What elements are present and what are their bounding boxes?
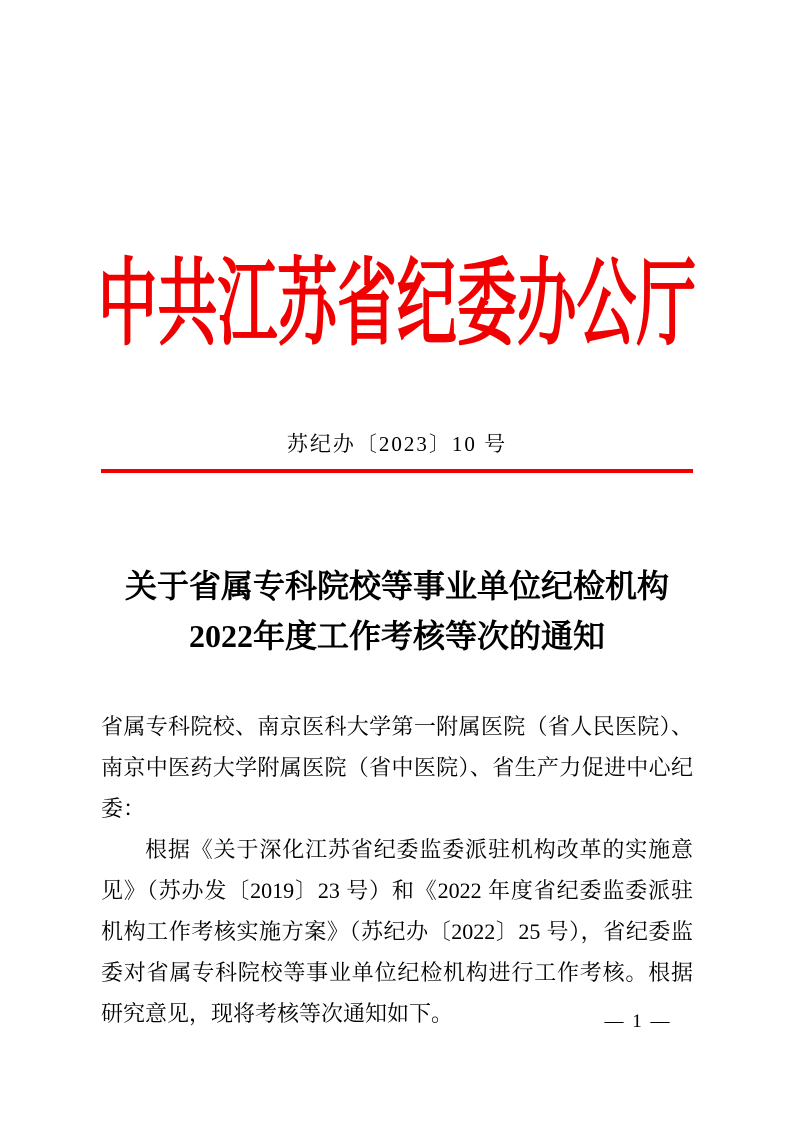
- red-separator-rule: [101, 469, 693, 473]
- document-title: [0, 561, 794, 661]
- salutation-paragraph: 省属专科院校、南京医科大学第一附属医院（省人民医院）、南京中医药大学附属医院（省中医院）、省生产力促进中心纪委：: [101, 714, 693, 821]
- issuer-masthead: 中共江苏省纪委办公厅: [97, 250, 697, 357]
- document-number: 苏纪办〔2023〕10 号: [286, 432, 508, 456]
- document-body: [101, 706, 693, 1034]
- page-number: — 1 —: [604, 1011, 672, 1032]
- document-title-line2: 2022年度工作考核等次的通知: [188, 618, 605, 654]
- body-paragraph: 根据《关于深化江苏省纪委监委派驻机构改革的实施意见》（苏办发〔2019〕23 号）和《2022 年度省纪委监委派驻机构工作考核实施方案》（苏纪办〔2022〕25 号），省纪委监委对省属专科院校等事业单位纪检机构进行工作考核。根据研究意见，现将考核等次通知如下。: [101, 837, 693, 1026]
- document-title-line1: 关于省属专科院校等事业单位纪检机构: [124, 568, 669, 604]
